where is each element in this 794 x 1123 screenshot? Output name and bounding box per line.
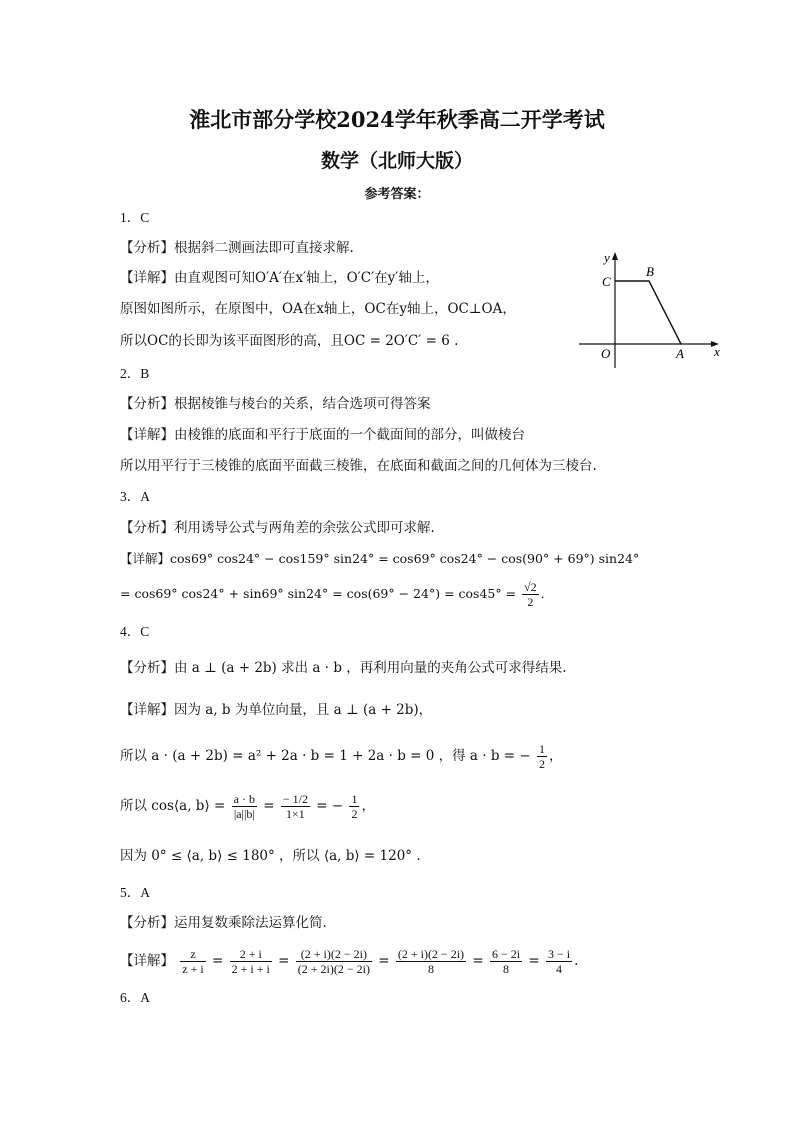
q5-equals-3: = bbox=[378, 953, 390, 969]
q5-fraction-5-denominator: 8 bbox=[502, 962, 509, 976]
q4-detail-3-end: ， bbox=[361, 798, 375, 814]
q4-fraction-3-denominator: 1×1 bbox=[286, 807, 305, 821]
q3-detail-2 bbox=[120, 580, 545, 609]
document-title: 淮北市部分学校2024学年秋季高二开学考试 bbox=[189, 107, 605, 132]
q4-fraction-2-numerator: a · b bbox=[233, 792, 255, 806]
q2-number: 2．B bbox=[120, 366, 150, 381]
trapezoid-outline bbox=[615, 281, 681, 344]
q4-fraction-3 bbox=[281, 792, 310, 821]
q4-fraction-1-denominator: 2 bbox=[539, 757, 545, 771]
q5-equals-5: = bbox=[528, 953, 540, 969]
q5-fraction-5 bbox=[490, 947, 522, 976]
q5-equals-1: = bbox=[212, 953, 224, 969]
q5-number: 5．A bbox=[120, 885, 150, 900]
q4-detail-2 bbox=[120, 742, 563, 771]
label-B: B bbox=[646, 264, 654, 279]
q3-number: 3．A bbox=[120, 489, 150, 504]
q5-fraction-4-numerator: (2 + i)(2 − 2i) bbox=[397, 947, 465, 961]
q3-fraction-denominator: 2 bbox=[527, 595, 534, 609]
q1-detail-2: 原图如图所示，在原图中，OA在x轴上，OC在y轴上，OC⊥OA， bbox=[120, 301, 516, 317]
q4-fraction-1 bbox=[537, 742, 547, 771]
q4-fraction-4 bbox=[349, 792, 359, 821]
label-O: O bbox=[601, 346, 611, 361]
q5-fraction-4-denominator: 8 bbox=[427, 962, 434, 976]
q4-detail-2-text: 所以 a · (a + 2b) = a² + 2a · b = 1 + 2a · b = 0 ，得 a · b = − bbox=[120, 748, 531, 764]
q1-detail-1: 【详解】由直观图可知O′A′在x′轴上，O′C′在y′轴上， bbox=[120, 270, 439, 286]
q5-fraction-2-numerator: 2 + i bbox=[230, 947, 272, 962]
q4-equals-minus: = − bbox=[316, 798, 344, 814]
q4-fraction-3-numerator: − 1/2 bbox=[282, 792, 308, 806]
q4-detail-4: 因为 0° ≤ ⟨a, b⟩ ≤ 180° ，所以 ⟨a, b⟩ = 120° . bbox=[120, 848, 421, 864]
q3-detail-2-end: . bbox=[540, 586, 545, 601]
answer-label: 参考答案： bbox=[364, 187, 430, 202]
label-y: y bbox=[604, 250, 610, 265]
q3-fraction bbox=[522, 580, 539, 609]
q4-detail-3-text: 所以 cos⟨a, b⟩ = bbox=[120, 798, 226, 814]
document-subtitle: 数学（北师大版） bbox=[320, 150, 473, 172]
q3-fraction-numerator: √2 bbox=[524, 580, 537, 594]
q5-detail-end: . bbox=[574, 953, 579, 969]
q3-detail-1: 【详解】cos69° cos24° − cos159° sin24° = cos69° cos24° − cos(90° + 69°) sin24° bbox=[120, 551, 640, 566]
q5-fraction-6 bbox=[546, 947, 572, 976]
q3-analysis: 【分析】利用诱导公式与两角差的余弦公式即可求解. bbox=[120, 520, 435, 536]
q5-fraction-6-denominator: 4 bbox=[556, 962, 562, 976]
q4-detail-2-end: ， bbox=[549, 748, 563, 764]
q5-analysis: 【分析】运用复数乘除法运算化简. bbox=[120, 915, 327, 931]
y-axis-arrow-icon bbox=[612, 252, 618, 260]
q5-fraction-3-denominator: (2 + 2i)(2 − 2i) bbox=[297, 962, 370, 976]
q4-fraction-2 bbox=[232, 792, 257, 821]
label-x: x bbox=[714, 344, 720, 359]
q5-fraction-6-numerator: 3 − i bbox=[547, 947, 571, 961]
q5-fraction-2-denominator: 2 + i + i bbox=[231, 962, 270, 976]
q5-fraction-5-numerator: 6 − 2i bbox=[491, 947, 521, 961]
q5-fraction-4 bbox=[396, 947, 466, 976]
q1-figure bbox=[575, 248, 727, 376]
q1-analysis: 【分析】根据斜二测画法即可直接求解. bbox=[120, 240, 354, 256]
q5-detail bbox=[120, 947, 578, 976]
q4-analysis: 【分析】由 a ⊥ (a + 2b) 求出 a · b ，再利用向量的夹角公式可求得结果. bbox=[120, 660, 567, 676]
q4-detail-3 bbox=[120, 792, 375, 821]
q4-fraction-2-denominator: |a||b| bbox=[233, 807, 255, 821]
label-A: A bbox=[676, 346, 684, 361]
label-C: C bbox=[602, 274, 611, 289]
q5-fraction-3 bbox=[296, 947, 372, 976]
q2-detail-1: 【详解】由棱锥的底面和平行于底面的一个截面间的部分，叫做棱台 bbox=[120, 427, 525, 443]
q6-number: 6．A bbox=[120, 990, 150, 1005]
q2-analysis: 【分析】根据棱锥与棱台的关系，结合选项可得答案 bbox=[120, 396, 431, 412]
q1-detail-3: 所以OC的长即为该平面图形的高，且OC = 2O′C′ = 6 . bbox=[120, 333, 459, 349]
q5-fraction-3-numerator: (2 + i)(2 − 2i) bbox=[296, 947, 372, 962]
q5-detail-label: 【详解】 bbox=[120, 953, 174, 969]
q4-fraction-1-numerator: 1 bbox=[539, 742, 545, 756]
q5-fraction-1-denominator: z + i bbox=[182, 962, 204, 976]
q5-fraction-2 bbox=[230, 947, 272, 976]
q5-fraction-1-numerator: z bbox=[180, 947, 205, 962]
q4-equals: = bbox=[263, 798, 275, 814]
q3-detail-2-text: = cos69° cos24° + sin69° sin24° = cos(69° − 24°) = cos45° = bbox=[120, 586, 517, 601]
q5-fraction-1 bbox=[180, 947, 205, 976]
q4-detail-1: 【详解】因为 a, b 为单位向量，且 a ⊥ (a + 2b)， bbox=[120, 702, 433, 718]
q1-number: 1．C bbox=[120, 210, 150, 225]
q4-number: 4．C bbox=[120, 624, 150, 639]
q2-detail-2: 所以用平行于三棱锥的底面平面截三棱锥，在底面和截面之间的几何体为三棱台. bbox=[120, 458, 597, 474]
q4-fraction-4-numerator: 1 bbox=[351, 792, 358, 806]
q5-equals-4: = bbox=[472, 953, 484, 969]
q4-fraction-4-denominator: 2 bbox=[351, 807, 358, 821]
q5-equals-2: = bbox=[278, 953, 290, 969]
